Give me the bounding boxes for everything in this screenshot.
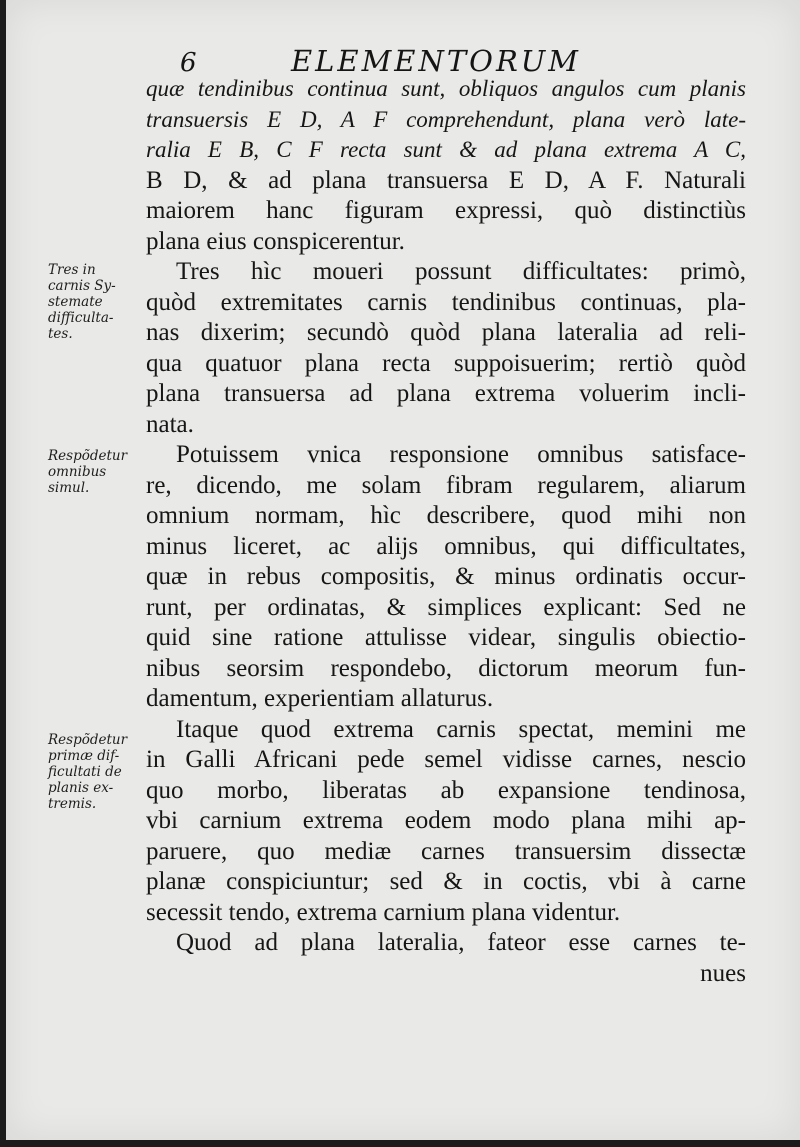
text-line: in Galli Africani pede semel vidisse carnes, nescio [146, 746, 746, 773]
margin-note-line: omnibus [48, 464, 107, 480]
text-line: ralia E B, C F recta sunt & ad plana extrema A C, [146, 137, 746, 162]
text-line: planæ conspiciuntur; sed & in coctis, vbi à carne [146, 868, 746, 895]
margin-note-line: primæ dif- [48, 748, 120, 764]
text-line: Itaque quod extrema carnis spectat, memini me [176, 715, 746, 743]
text-line: quæ in rebus compositis, & minus ordinatis occur- [146, 563, 746, 590]
margin-note-line: Respõdetur [48, 732, 128, 748]
text-line: plana transuersa ad plana extrema voluerim incli- [146, 380, 746, 407]
running-title: ELEMENTORUM [291, 44, 581, 78]
page-number: 6 [180, 48, 197, 78]
margin-note-respondetur-omnibus [48, 448, 140, 496]
text-line: paruere, quo mediæ carnes transuersim dissectæ [146, 837, 746, 865]
catchword: nues [700, 959, 746, 987]
text-line: nibus seorsim respondebo, dictorum meorum fun- [146, 654, 746, 682]
text-line: quæ tendinibus continua sunt, obliquos angulos cum planis [146, 76, 746, 101]
text-line: damentum, experientiam allaturus. [146, 685, 494, 712]
margin-note-respondetur-primae [48, 732, 140, 812]
body-text [146, 74, 746, 989]
text-line: maiorem hanc figuram expressi, quò distinctiùs [146, 197, 746, 224]
text-line: omnium normam, hìc describere, quod mihi non [146, 502, 746, 529]
text-line: secessit tendo, extrema carnium plana videntur. [146, 898, 621, 926]
text-line: Quod ad plana lateralia, fateor esse carnes te- [176, 929, 746, 956]
margin-note-line: simul. [48, 480, 90, 496]
margin-note-line: Respõdetur [48, 448, 128, 464]
text-line: quo morbo, liberatas ab expansione tendinosa, [146, 776, 746, 804]
margin-note-line: planis ex- [48, 780, 114, 796]
text-line: transuersis E D, A F comprehendunt, plana verò late- [146, 106, 746, 132]
text-line: quid sine ratione attulisse videar, singulis obiectio- [146, 624, 746, 651]
text-line: Tres hìc moueri possunt difficultates: primò, [176, 258, 746, 285]
text-line: qua quatuor plana recta suppoisuerim; rertiò quòd [146, 349, 746, 377]
text-line: quòd extremitates carnis tendinibus continuas, pla- [146, 288, 746, 316]
margin-note-line: Tres in [48, 262, 96, 278]
text-line: runt, per ordinatas, & simplices explicant: Sed ne [146, 593, 746, 621]
text-line: re, dicendo, me solam fibram regularem, aliarum [146, 471, 746, 499]
margin-note-line: tes. [48, 326, 73, 342]
book-page [6, 0, 800, 1140]
text-line: nas dixerim; secundò quòd plana lateralia ad reli- [146, 319, 746, 346]
margin-note-line: difficulta- [48, 310, 114, 326]
margin-note-line: stemate [48, 294, 103, 310]
text-line: plana eius conspicerentur. [146, 227, 405, 255]
margin-note-line: ficultati de [48, 764, 122, 780]
text-line: Potuissem vnica responsione omnibus satisface- [176, 441, 746, 468]
text-line: nata. [146, 410, 194, 438]
text-line: B D, & ad plana transuersa E D, A F. Naturali [146, 166, 746, 194]
margin-note-line: carnis Sy- [48, 278, 116, 294]
margin-note-line: tremis. [48, 796, 97, 812]
text-line: vbi carnium extrema eodem modo plana mihi ap- [146, 807, 746, 834]
margin-note-difficulties [48, 262, 140, 342]
text-line: minus liceret, ac alijs omnibus, qui difficultates, [146, 532, 746, 560]
